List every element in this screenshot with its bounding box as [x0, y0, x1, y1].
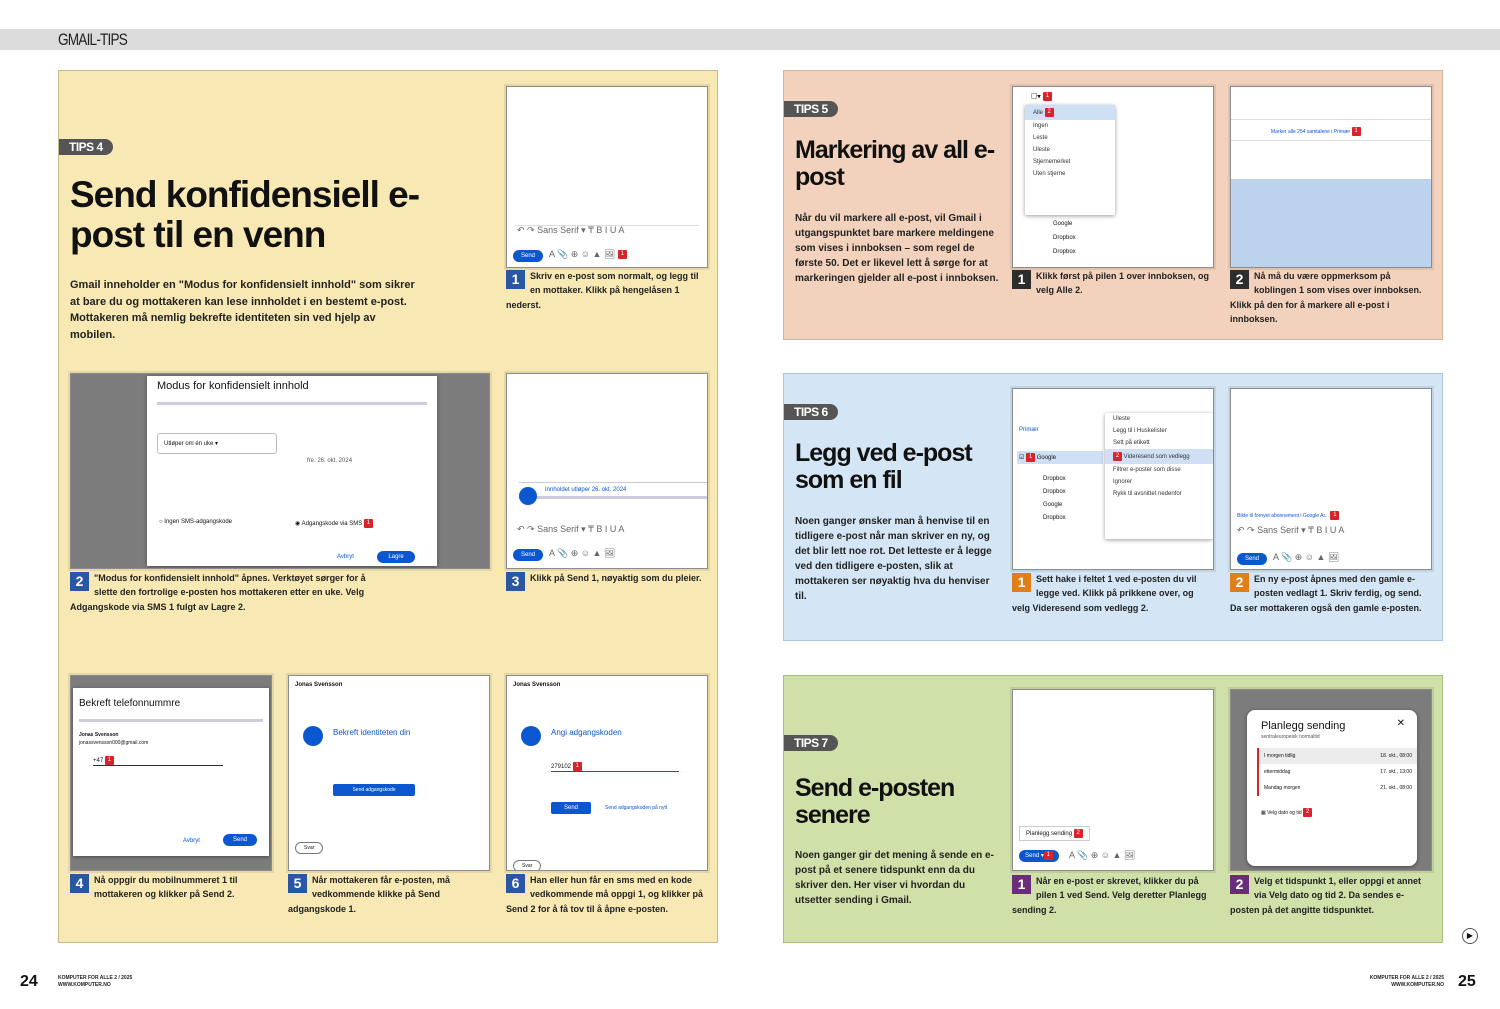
send-button[interactable]: Send: [223, 834, 257, 846]
tip4-screenshot-2: [70, 373, 490, 569]
tip7-tag: TIPS 7: [784, 735, 838, 751]
next-page-icon[interactable]: ▶: [1462, 928, 1478, 944]
custom-date-option[interactable]: ▦ Velg dato og tid 2: [1247, 796, 1417, 829]
tip6-panel: [783, 373, 1443, 641]
tip4-lead: Gmail inneholder en "Modus for konfidensielt innhold" som sikrer at bare du og mottakeren kan lese innholdet i en bestemt e-post. Mottakeren må nemlig bekrefte identiteten sin ved hjelp av mobilen.: [70, 279, 415, 341]
more-menu: [1105, 413, 1213, 539]
selected-rows: [1231, 179, 1432, 268]
menu-ignore[interactable]: Ignorer: [1113, 479, 1133, 485]
format-toolbar-icons: ↶ ↷ Sans Serif ▾ ₸ B I U A: [517, 225, 625, 235]
footer-right: KOMPUTER FOR ALLE 2 / 2025 WWW.KOMPUTER.NO: [1369, 975, 1444, 988]
nav-primary[interactable]: Primær: [1019, 427, 1039, 433]
tip4-step4: 4 Nå oppgir du mobilnummeret 1 til mottakeren og klikker på Send 2.: [70, 873, 272, 902]
schedule-row[interactable]: ettermiddag 17. okt., 13:00: [1264, 769, 1412, 775]
menu-move[interactable]: Rykk til avsnittet nedenfor: [1113, 491, 1182, 497]
close-icon[interactable]: ✕: [1396, 718, 1405, 729]
tip4-screenshot-5: [288, 675, 490, 871]
tip5-tag: TIPS 5: [784, 101, 838, 117]
phone-input[interactable]: +47 1: [93, 756, 223, 766]
tip7-panel: [783, 675, 1443, 943]
compose-bottom-icons: A 📎 ⊕ ☺ ▲ 🖼: [1273, 552, 1340, 562]
send-button[interactable]: Send: [513, 250, 543, 262]
confidential-dialog: [147, 376, 437, 566]
mail-list: Google Dropbox Dropbox: [1053, 221, 1076, 255]
save-button[interactable]: Lagre: [377, 551, 415, 563]
tip4-screenshot-3: [506, 373, 708, 569]
code-input[interactable]: 279102 1: [551, 762, 679, 772]
select-all-link[interactable]: Marker alle 254 samtalene i Primær 1: [1231, 119, 1432, 141]
tip4-step3: 3 Klikk på Send 1, nøyaktig som du pleier.: [506, 571, 708, 591]
sender-name: Jonas Svensson: [295, 682, 343, 688]
menu-item-all[interactable]: Alle 2: [1025, 105, 1115, 120]
tip4-step5: 5 Når mottakeren får e-posten, må vedkommende klikke på Send adgangskode 1.: [288, 875, 451, 914]
send-code-button[interactable]: Send adgangskode: [333, 784, 415, 796]
verify-heading: Bekreft identiteten din: [333, 728, 411, 737]
tip6-screenshot-2: [1230, 388, 1432, 570]
compose-bottom-icons: A 📎 ⊕ ☺ ▲ 🖼: [1069, 850, 1136, 860]
tip7-step2: 2 Velg et tidspunkt 1, eller oppgi et annet via Velg dato og tid 2. Da sendes e-posten på det angitte tidspunktet.: [1230, 876, 1422, 915]
select-menu: [1025, 105, 1115, 215]
compose-bottom-icons: A 📎 ⊕ ☺ ▲ 🖼: [549, 548, 616, 558]
schedule-dialog: [1247, 710, 1417, 866]
recipient-name: Jonas Svensson: [79, 732, 119, 738]
option-sms[interactable]: ◉ Adgangskode via SMS 1: [295, 519, 373, 528]
expiry-notice: Innholdet utløper 26. okt. 2024: [519, 482, 708, 505]
tip4-screenshot-4: [70, 675, 272, 871]
code-heading: Angi adgangskoden: [551, 728, 622, 737]
cancel-link[interactable]: Avbryt: [337, 554, 354, 560]
recipient-email: jonassvensson000@gmail.com: [79, 740, 149, 746]
schedule-row[interactable]: I morgen tidlig 18. okt., 08:00: [1259, 748, 1417, 764]
send-button[interactable]: Send: [513, 549, 543, 561]
format-toolbar-icons: ↶ ↷ Sans Serif ▾ ₸ B I U A: [517, 524, 625, 534]
menu-filter[interactable]: Filtrer e-poster som disse: [1113, 467, 1181, 473]
tip4-step6: 6 Han eller hun får en sms med en kode vedkommende må oppgi 1, og klikker på Send 2 for å få tov til å åpne e-posten.: [506, 875, 704, 914]
option-no-sms[interactable]: ○ Ingen SMS-adgangskode: [159, 519, 233, 525]
tip6-step1: 1 Sett hake i feltet 1 ved e-posten du vil legge ved. Klikk på prikkene over, og velg Videresend som vedlegg 2.: [1012, 574, 1197, 613]
menu-item-none[interactable]: Ingen: [1033, 123, 1049, 129]
header-bar: [0, 29, 1500, 50]
tip7-step1: 1 Når en e-post er skrevet, klikker du på pilen 1 ved Send. Velg deretter Planlegg sending 2.: [1012, 876, 1207, 915]
lock-icon: [303, 726, 323, 746]
cancel-link[interactable]: Avbryt: [183, 838, 200, 844]
menu-forward-attachment[interactable]: 2 Videresend som vedlegg: [1105, 449, 1213, 464]
tip6-tag: TIPS 6: [784, 404, 838, 420]
tip6-screenshot-1: [1012, 388, 1214, 570]
lock-icon: [519, 487, 537, 505]
select-checkbox[interactable]: ☐▾ 1: [1031, 92, 1052, 101]
menu-add-tasks[interactable]: Legg til i Huskelister: [1113, 428, 1167, 434]
section-label: GMAIL-TIPS: [58, 30, 128, 49]
expiry-date: fre. 26. okt. 2024: [307, 458, 353, 464]
menu-item-unread[interactable]: Uleste: [1033, 147, 1051, 153]
menu-label[interactable]: Sett på etikett: [1113, 440, 1150, 446]
tip5-screenshot-1: [1012, 86, 1214, 268]
menu-item-starred[interactable]: Stjernemerket: [1033, 159, 1071, 165]
schedule-timezone: sentraleuropeisk normaltid: [1261, 734, 1320, 740]
tip6-title: Legg ved e-post som en fil: [795, 439, 972, 494]
attachment-chip[interactable]: Bilde til fornyet abonnement i Google Ar... 1: [1237, 511, 1339, 520]
reply-button[interactable]: Svar: [295, 842, 323, 854]
tip7-title: Send e-posten senere: [795, 774, 955, 829]
send-button[interactable]: Send ▾ 1: [1019, 850, 1059, 862]
lock-icon: [521, 726, 541, 746]
tip7-lead: Noen ganger gir det mening å sende en e-post på et senere tidspunkt enn da du skriver den. Her viser vi hvordan du utsetter sending i Gmail.: [795, 850, 994, 906]
menu-item-unstarred[interactable]: Uten stjerne: [1033, 171, 1066, 177]
phone-dialog: [73, 688, 269, 856]
mail-list: Dropbox Dropbox Google Dropbox: [1043, 476, 1066, 521]
format-toolbar-icons: ↶ ↷ Sans Serif ▾ ₸ B I U A: [1237, 525, 1345, 535]
page-number-left: 24: [20, 973, 38, 990]
footer-left: KOMPUTER FOR ALLE 2 / 2025 WWW.KOMPUTER.NO: [58, 975, 133, 988]
reply-button[interactable]: Svar: [513, 860, 541, 871]
tip4-tag: TIPS 4: [59, 139, 113, 155]
tip5-lead: Når du vil markere all e-post, vil Gmail i utgangspunktet bare markere meldingene som vises i innboksen – som regel de første 50. Det er likevel lett å sørge for at markeringen gjelder all e-post i innboksen.: [795, 213, 999, 284]
dialog-title: Modus for konfidensielt innhold: [157, 380, 309, 392]
tip5-title: Markering av all e-post: [795, 136, 995, 191]
checked-row[interactable]: ☑ 1 Google: [1017, 451, 1103, 464]
menu-unread[interactable]: Uleste: [1113, 416, 1131, 422]
phone-dialog-title: Bekreft telefonnummre: [79, 698, 181, 709]
tip4-panel: [58, 70, 718, 943]
tip5-step1: 1 Klikk først på pilen 1 over innboksen, og velg Alle 2.: [1012, 269, 1214, 298]
sender-name: Jonas Svensson: [513, 682, 561, 688]
tip4-step2: 2 "Modus for konfidensielt innhold" åpnes. Verktøyet sørger for å slette den fortrolige e-posten hos mottakeren etter en uke. Velg Adgangskode via SMS 1 fulgt av Lagre 2.: [70, 573, 366, 612]
resend-link[interactable]: Send adgangskoden på nytt: [605, 805, 668, 811]
schedule-row[interactable]: Mandag morgen 21. okt., 08:00: [1264, 785, 1412, 791]
tip4-screenshot-1: [506, 86, 708, 268]
tip7-screenshot-1: [1012, 689, 1214, 871]
tip4-screenshot-6: [506, 675, 708, 871]
expiry-select[interactable]: Utløper om én uke ▾: [157, 433, 277, 454]
tip5-step2: 2 Nå må du være oppmerksom på koblingen 1 som vises over innboksen. Klikk på den for å markere all e-post i innboksen.: [1230, 271, 1422, 325]
tip4-step1: 1 Skriv en e-post som normalt, og legg til en mottaker. Klikk på hengelåsen 1 nederst.: [506, 271, 699, 310]
tip6-lead: Noen ganger ønsker man å henvise til en tidligere e-post når man skriver en ny, og det blir lett noe rot. Det letteste er å legge ved den tidligere e-posten, slik at mottakeren ser nøyaktig hva du henviser til.: [795, 516, 992, 602]
tip5-panel: [783, 70, 1443, 340]
tip4-title: Send konfidensiell e-post til en venn: [70, 174, 420, 255]
tip5-screenshot-2: [1230, 86, 1432, 268]
schedule-send-option[interactable]: Planlegg sending 2: [1019, 826, 1090, 841]
menu-item-read[interactable]: Leste: [1033, 135, 1048, 141]
schedule-title: Planlegg sending: [1261, 720, 1346, 732]
compose-bottom-icons: A 📎 ⊕ ☺ ▲ 🖼 1: [549, 249, 627, 260]
send-button[interactable]: Send: [551, 802, 591, 814]
send-button[interactable]: Send: [1237, 553, 1267, 565]
page-number-right: 25: [1458, 973, 1476, 990]
tip6-step2: 2 En ny e-post åpnes med den gamle e-posten vedlagt 1. Skriv ferdig, og send. Da ser mottakeren også den gamle e-posten.: [1230, 574, 1422, 613]
schedule-options: [1257, 748, 1417, 796]
tip7-screenshot-2: [1230, 689, 1432, 871]
